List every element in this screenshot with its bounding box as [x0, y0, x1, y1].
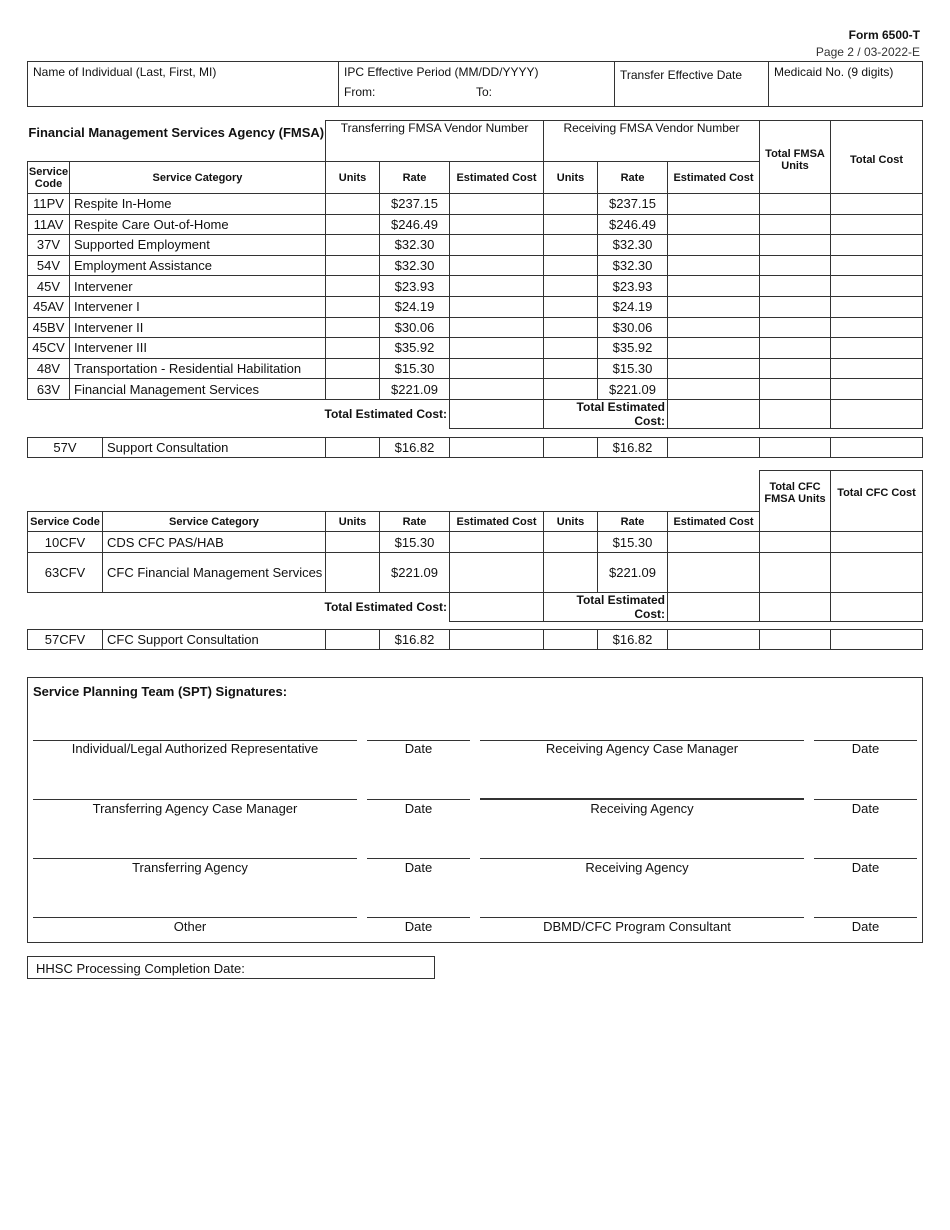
service-category: Respite Care Out-of-Home: [70, 214, 326, 235]
total-fmsa-units-header: Total FMSA Units: [760, 121, 831, 194]
estimated-cost-cell[interactable]: [450, 317, 544, 338]
rate-cell: $221.09: [380, 553, 450, 593]
units-cell[interactable]: [544, 255, 598, 276]
cfc-services-table: [27, 470, 923, 622]
service-code: 45BV: [28, 317, 70, 338]
estimated-cost-cell[interactable]: [450, 630, 544, 650]
total-cost-cell[interactable]: [831, 438, 923, 458]
estimated-cost-cell[interactable]: [450, 379, 544, 400]
date-label: Date: [404, 801, 433, 816]
cfc-support-table: [27, 629, 923, 650]
estimated-cost-cell[interactable]: [668, 358, 760, 379]
total-estimated-cost-cell[interactable]: [450, 593, 544, 622]
table-row: [28, 438, 923, 458]
date-label: Date: [851, 741, 880, 756]
col-service-code: Service Code: [28, 162, 70, 194]
col-estimated-cost: Estimated Cost: [668, 162, 760, 194]
signature-label: Receiving Agency: [590, 801, 694, 816]
col-units: Units: [544, 162, 598, 194]
rate-cell: $15.30: [380, 358, 450, 379]
total-cost-cell[interactable]: [831, 358, 923, 379]
table-row: [28, 630, 923, 650]
estimated-cost-cell[interactable]: [668, 235, 760, 256]
rate-cell: $16.82: [380, 630, 450, 650]
units-cell[interactable]: [326, 317, 380, 338]
estimated-cost-cell[interactable]: [450, 438, 544, 458]
service-code: 57CFV: [28, 630, 103, 650]
signature-line[interactable]: [480, 798, 804, 800]
rate-cell: $16.82: [380, 438, 450, 458]
estimated-cost-cell[interactable]: [668, 255, 760, 276]
col-rate: Rate: [598, 512, 668, 532]
estimated-cost-cell[interactable]: [668, 630, 760, 650]
units-cell[interactable]: [544, 553, 598, 593]
total-cost-cell[interactable]: [831, 379, 923, 400]
service-category: CDS CFC PAS/HAB: [103, 532, 326, 553]
units-cell[interactable]: [544, 532, 598, 553]
total-units-cell[interactable]: [760, 235, 831, 256]
units-cell[interactable]: [544, 317, 598, 338]
estimated-cost-cell[interactable]: [668, 194, 760, 215]
total-cfc-cost-header: Total CFC Cost: [831, 471, 923, 532]
units-cell[interactable]: [326, 379, 380, 400]
date-line[interactable]: [367, 799, 470, 800]
total-cost-cell[interactable]: [831, 276, 923, 297]
signature-label: Transferring Agency: [132, 860, 248, 875]
total-row: [28, 593, 923, 622]
total-units-cell[interactable]: [760, 214, 831, 235]
units-cell[interactable]: [326, 214, 380, 235]
rate-cell: $30.06: [380, 317, 450, 338]
table-row: [28, 235, 923, 256]
service-category: Employment Assistance: [70, 255, 326, 276]
table-row: [28, 379, 923, 400]
signature-label: DBMD/CFC Program Consultant: [543, 919, 731, 934]
units-cell[interactable]: [326, 358, 380, 379]
transfer-date-label: Transfer Effective Date: [620, 68, 743, 82]
page-indicator: Page 2 / 03-2022-E: [815, 45, 920, 59]
units-cell[interactable]: [326, 532, 380, 553]
estimated-cost-cell[interactable]: [668, 338, 760, 359]
date-line[interactable]: [367, 858, 470, 859]
total-units-cell[interactable]: [760, 399, 831, 428]
units-cell[interactable]: [544, 630, 598, 650]
rate-cell: $237.15: [380, 194, 450, 215]
rate-cell: $32.30: [598, 255, 668, 276]
rate-cell: $246.49: [380, 214, 450, 235]
total-cost-cell[interactable]: [831, 630, 923, 650]
rate-cell: $32.30: [380, 235, 450, 256]
units-cell[interactable]: [326, 438, 380, 458]
service-code: 10CFV: [28, 532, 103, 553]
estimated-cost-cell[interactable]: [668, 317, 760, 338]
rate-cell: $16.82: [598, 630, 668, 650]
col-units: Units: [326, 512, 380, 532]
total-cost-cell[interactable]: [831, 317, 923, 338]
total-cost-cell[interactable]: [831, 296, 923, 317]
service-code: 45CV: [28, 338, 70, 359]
service-code: 11AV: [28, 214, 70, 235]
total-units-cell[interactable]: [760, 630, 831, 650]
col-estimated-cost: Estimated Cost: [450, 162, 544, 194]
total-cost-cell[interactable]: [831, 338, 923, 359]
units-cell[interactable]: [326, 276, 380, 297]
rate-cell: $32.30: [598, 235, 668, 256]
service-category: Intervener I: [70, 296, 326, 317]
estimated-cost-cell[interactable]: [668, 214, 760, 235]
col-units: Units: [326, 162, 380, 194]
total-units-cell[interactable]: [760, 338, 831, 359]
estimated-cost-cell[interactable]: [450, 276, 544, 297]
date-line[interactable]: [814, 858, 917, 859]
total-estimated-cost-cell[interactable]: [450, 399, 544, 428]
table-row: [28, 532, 923, 553]
total-cost-cell[interactable]: [831, 399, 923, 428]
rate-cell: $15.30: [380, 532, 450, 553]
units-cell[interactable]: [326, 338, 380, 359]
signature-line[interactable]: [480, 917, 804, 918]
signature-label: Receiving Agency Case Manager: [545, 741, 739, 756]
transferring-vendor-label[interactable]: Transferring FMSA Vendor Number: [326, 121, 544, 162]
rate-cell: $221.09: [598, 379, 668, 400]
date-label: Date: [851, 801, 880, 816]
service-code: 11PV: [28, 194, 70, 215]
table-row: [28, 276, 923, 297]
total-cost-cell[interactable]: [831, 194, 923, 215]
estimated-cost-cell[interactable]: [450, 358, 544, 379]
units-cell[interactable]: [326, 235, 380, 256]
col-rate: Rate: [598, 162, 668, 194]
total-estimated-cost-label: Total Estimated Cost:: [28, 399, 450, 428]
ipc-to-label: To:: [476, 85, 493, 99]
units-cell[interactable]: [544, 235, 598, 256]
service-code: 45V: [28, 276, 70, 297]
units-cell[interactable]: [544, 379, 598, 400]
total-units-cell[interactable]: [760, 438, 831, 458]
signature-line[interactable]: [33, 858, 357, 859]
signature-label: Individual/Legal Authorized Representative: [71, 741, 319, 756]
service-code: 57V: [28, 438, 103, 458]
col-units: Units: [544, 512, 598, 532]
fmsa-title: Financial Management Services Agency (FMSA): [28, 124, 325, 140]
rate-cell: $24.19: [598, 296, 668, 317]
total-cost-cell[interactable]: [831, 553, 923, 593]
date-line[interactable]: [814, 799, 917, 800]
rate-cell: $237.15: [598, 194, 668, 215]
signature-label: Receiving Agency: [585, 860, 689, 875]
units-cell[interactable]: [326, 194, 380, 215]
date-line[interactable]: [814, 917, 917, 918]
units-cell[interactable]: [544, 358, 598, 379]
date-line[interactable]: [367, 917, 470, 918]
estimated-cost-cell[interactable]: [668, 438, 760, 458]
estimated-cost-cell[interactable]: [668, 553, 760, 593]
estimated-cost-cell[interactable]: [450, 255, 544, 276]
service-code: 37V: [28, 235, 70, 256]
signature-label: Transferring Agency Case Manager: [92, 801, 298, 816]
rate-cell: $23.93: [380, 276, 450, 297]
service-category: CFC Financial Management Services: [103, 553, 326, 593]
hhsc-completion-date-label: HHSC Processing Completion Date:: [36, 961, 245, 976]
estimated-cost-cell[interactable]: [668, 532, 760, 553]
rate-cell: $15.30: [598, 532, 668, 553]
units-cell[interactable]: [544, 296, 598, 317]
estimated-cost-cell[interactable]: [668, 379, 760, 400]
estimated-cost-cell[interactable]: [450, 532, 544, 553]
total-cost-cell[interactable]: [831, 593, 923, 622]
estimated-cost-cell[interactable]: [450, 553, 544, 593]
units-cell[interactable]: [544, 438, 598, 458]
table-row: [28, 255, 923, 276]
date-label: Date: [404, 860, 433, 875]
total-row: [28, 399, 923, 428]
col-estimated-cost: Estimated Cost: [668, 512, 760, 532]
fmsa-support-table: [27, 437, 923, 458]
col-estimated-cost: Estimated Cost: [450, 512, 544, 532]
form-number: Form 6500-T: [848, 28, 920, 42]
rate-cell: $30.06: [598, 317, 668, 338]
units-cell[interactable]: [326, 255, 380, 276]
table-row: [28, 317, 923, 338]
total-units-cell[interactable]: [760, 317, 831, 338]
hhsc-completion-date-field[interactable]: [27, 956, 435, 979]
total-units-cell[interactable]: [760, 532, 831, 553]
date-label: Date: [404, 741, 433, 756]
total-units-cell[interactable]: [760, 276, 831, 297]
signature-line[interactable]: [33, 799, 357, 800]
units-cell[interactable]: [544, 214, 598, 235]
transfer-date-field[interactable]: [615, 62, 769, 107]
units-cell[interactable]: [326, 630, 380, 650]
total-units-cell[interactable]: [760, 296, 831, 317]
rate-cell: $24.19: [380, 296, 450, 317]
service-code: 48V: [28, 358, 70, 379]
service-category: Intervener II: [70, 317, 326, 338]
rate-cell: $221.09: [380, 379, 450, 400]
service-code: 54V: [28, 255, 70, 276]
table-row: [28, 553, 923, 593]
estimated-cost-cell[interactable]: [450, 194, 544, 215]
total-cost-cell[interactable]: [831, 255, 923, 276]
estimated-cost-cell[interactable]: [668, 276, 760, 297]
units-cell[interactable]: [544, 338, 598, 359]
medicaid-number-field[interactable]: [769, 62, 923, 107]
units-cell[interactable]: [326, 296, 380, 317]
service-category: Financial Management Services: [70, 379, 326, 400]
col-rate: Rate: [380, 512, 450, 532]
units-cell[interactable]: [544, 276, 598, 297]
service-category: Support Consultation: [103, 438, 326, 458]
estimated-cost-cell[interactable]: [450, 338, 544, 359]
rate-cell: $246.49: [598, 214, 668, 235]
col-rate: Rate: [380, 162, 450, 194]
estimated-cost-cell[interactable]: [450, 235, 544, 256]
table-row: [28, 338, 923, 359]
total-units-cell[interactable]: [760, 358, 831, 379]
ipc-from-label: From:: [344, 85, 376, 99]
col-service-category: Service Category: [70, 162, 326, 194]
col-service-code: Service Code: [28, 512, 103, 532]
signature-label: Other: [173, 919, 207, 934]
estimated-cost-cell[interactable]: [668, 296, 760, 317]
rate-cell: $23.93: [598, 276, 668, 297]
total-units-cell[interactable]: [760, 194, 831, 215]
units-cell[interactable]: [544, 194, 598, 215]
service-category: Transportation - Residential Habilitation: [70, 358, 326, 379]
date-label: Date: [851, 860, 880, 875]
service-code: 63V: [28, 379, 70, 400]
total-cost-cell[interactable]: [831, 532, 923, 553]
total-units-cell[interactable]: [760, 553, 831, 593]
ipc-label: IPC Effective Period (MM/DD/YYYY): [344, 65, 539, 79]
service-category: Supported Employment: [70, 235, 326, 256]
total-cfc-fmsa-units-header: Total CFC FMSA Units: [760, 471, 831, 532]
service-category: Intervener: [70, 276, 326, 297]
table-row: [28, 194, 923, 215]
signature-line[interactable]: [480, 858, 804, 859]
table-row: [28, 358, 923, 379]
col-service-category: Service Category: [103, 512, 326, 532]
total-cost-header: Total Cost: [831, 121, 923, 194]
date-label: Date: [404, 919, 433, 934]
name-label: Name of Individual (Last, First, MI): [33, 65, 217, 79]
estimated-cost-cell[interactable]: [450, 214, 544, 235]
estimated-cost-cell[interactable]: [450, 296, 544, 317]
units-cell[interactable]: [326, 553, 380, 593]
rate-cell: $32.30: [380, 255, 450, 276]
rate-cell: $35.92: [380, 338, 450, 359]
service-category: CFC Support Consultation: [103, 630, 326, 650]
service-code: 45AV: [28, 296, 70, 317]
rate-cell: $221.09: [598, 553, 668, 593]
receiving-vendor-label[interactable]: Receiving FMSA Vendor Number: [544, 121, 760, 162]
service-code: 63CFV: [28, 553, 103, 593]
name-field[interactable]: [28, 62, 339, 107]
service-category: Respite In-Home: [70, 194, 326, 215]
total-estimated-cost-cell[interactable]: [668, 399, 760, 428]
total-units-cell[interactable]: [760, 379, 831, 400]
total-cost-cell[interactable]: [831, 235, 923, 256]
fmsa-services-table: [27, 120, 923, 429]
total-cost-cell[interactable]: [831, 214, 923, 235]
service-category: Intervener III: [70, 338, 326, 359]
medicaid-label: Medicaid No. (9 digits): [774, 65, 894, 79]
total-units-cell[interactable]: [760, 593, 831, 622]
total-units-cell[interactable]: [760, 255, 831, 276]
total-estimated-cost-label: Total Estimated Cost:: [544, 399, 668, 428]
signature-line[interactable]: [33, 917, 357, 918]
rate-cell: $15.30: [598, 358, 668, 379]
total-estimated-cost-cell[interactable]: [668, 593, 760, 622]
rate-cell: $16.82: [598, 438, 668, 458]
table-row: [28, 214, 923, 235]
individual-info-table: [27, 61, 923, 107]
date-label: Date: [851, 919, 880, 934]
signatures-title: Service Planning Team (SPT) Signatures:: [33, 684, 288, 699]
rate-cell: $35.92: [598, 338, 668, 359]
total-estimated-cost-label: Total Estimated Cost:: [544, 593, 668, 622]
table-row: [28, 296, 923, 317]
ipc-period-field[interactable]: [339, 62, 615, 107]
total-estimated-cost-label: Total Estimated Cost:: [28, 593, 450, 622]
